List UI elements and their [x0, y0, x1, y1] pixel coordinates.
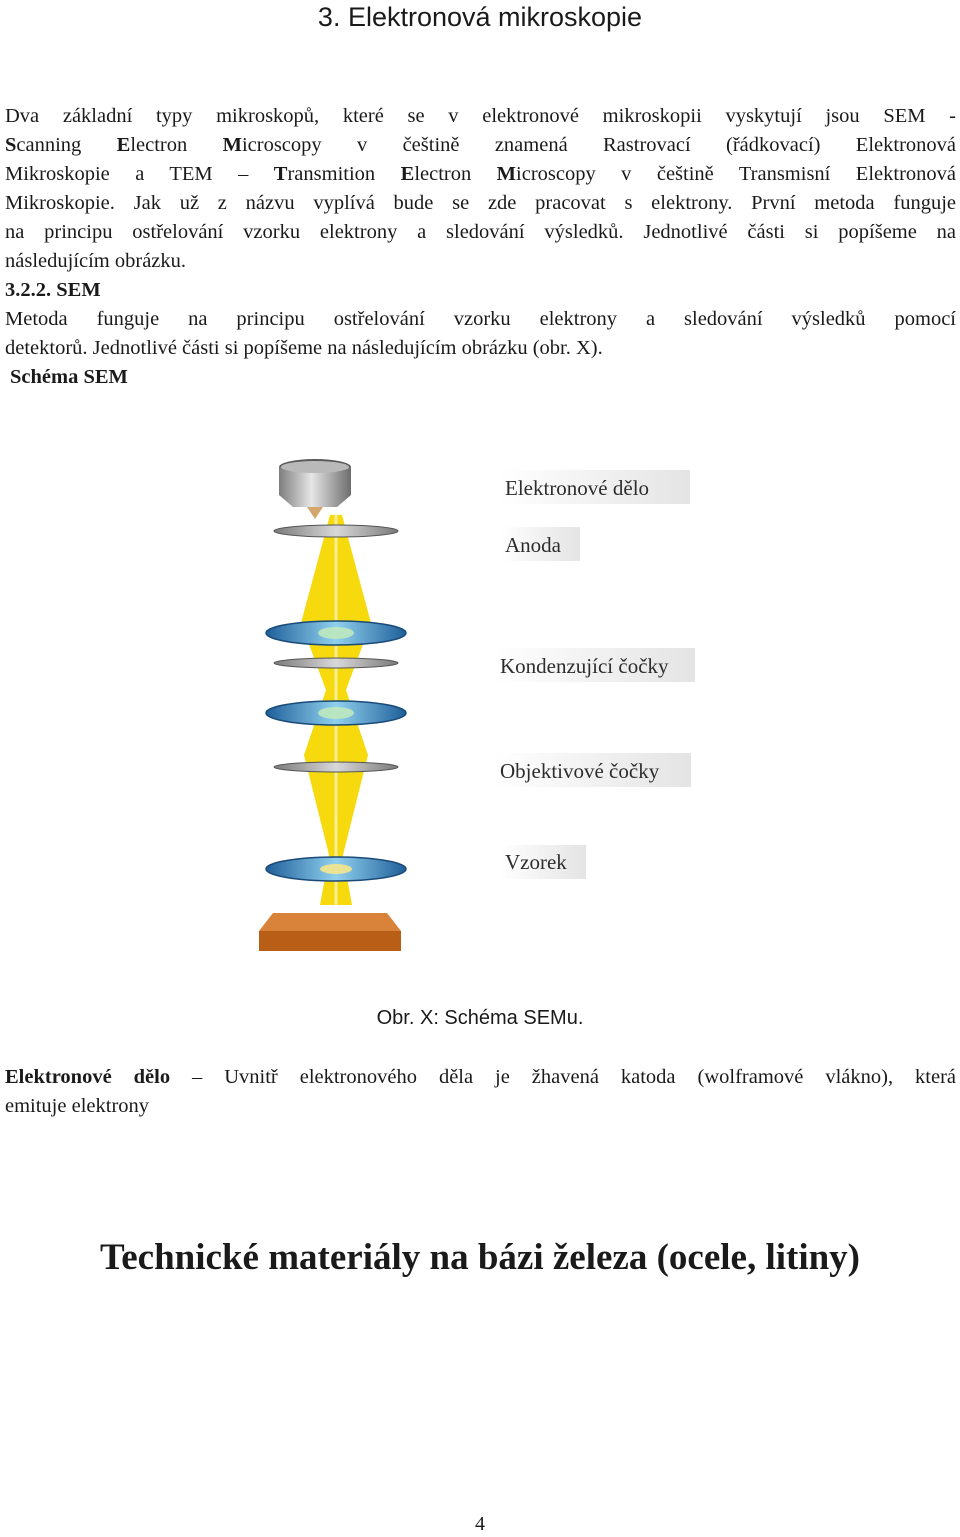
intro-line-6: následujícím obrázku. — [5, 250, 187, 272]
label-sample: Vzorek — [505, 850, 567, 874]
intro-line-2 — [5, 131, 956, 160]
intro-line-5: na principu ostřelování vzorku elektrony a sledování výsledků. Jednotlivé části si popíšeme na — [5, 221, 956, 243]
sample-block — [259, 931, 401, 951]
label-condenser-lenses: Kondenzující čočky — [500, 654, 669, 678]
acronym-rest: lectron — [414, 163, 497, 185]
gun-description-line-1 — [5, 1063, 956, 1092]
acronym-rest: icroscopy v češtině znamená Rastrovací (řádkovací) Elektronová — [241, 134, 956, 156]
acronym-letter: M — [222, 134, 242, 156]
acronym-letter: T — [273, 163, 288, 185]
section-heading: 3.2.2. SEM — [5, 279, 101, 301]
page-number: 4 — [475, 1513, 485, 1535]
intro-paragraph — [5, 102, 956, 392]
acronym-letter: M — [496, 163, 517, 185]
sem-schema-figure — [255, 455, 695, 965]
label-objective-lenses: Objektivové čočky — [500, 759, 660, 783]
acronym-rest: ransmition — [287, 163, 401, 185]
intro-line-3-prefix: Mikroskopie a TEM – — [5, 163, 274, 185]
bottom-heading: Technické materiály na bázi železa (ocele, litiny) — [99, 1237, 861, 1278]
anode-plate — [274, 525, 398, 537]
acronym-rest: lectron — [130, 134, 223, 156]
acronym-letter: S — [5, 134, 17, 156]
acronym-rest: canning — [16, 134, 117, 156]
sem-schema-diagram — [255, 455, 695, 965]
acronym-letter: E — [400, 163, 415, 185]
cathode-tip — [307, 507, 323, 519]
schema-heading: Schéma SEM — [10, 366, 128, 388]
page-title: 3. Elektronová mikroskopie — [317, 2, 643, 32]
figure-caption: Obr. X: Schéma SEMu. — [376, 1007, 584, 1029]
acronym-rest: icroscopy v češtině Transmisní Elektronová — [516, 163, 956, 185]
intro-line-4: Mikroskopie. Jak už z názvu vyplívá bude se zde pracovat s elektrony. První metoda funguje — [5, 192, 956, 214]
gun-description — [5, 1063, 956, 1121]
intro-line-3 — [5, 160, 956, 189]
acronym-letter: E — [116, 134, 131, 156]
intro-line-1: Dva základní typy mikroskopů, které se v elektronové mikroskopii vyskytují jsou SEM - — [5, 105, 956, 127]
condenser-aperture — [274, 658, 398, 668]
section-line-1: Metoda funguje na principu ostřelování vzorku elektrony a sledování výsledků pomocí — [5, 308, 956, 330]
label-electron-gun: Elektronové dělo — [505, 476, 650, 500]
objective-aperture — [274, 762, 398, 772]
section-line-2: detektorů. Jednotlivé části si popíšeme na následujícím obrázku (obr. X). — [5, 337, 603, 359]
label-anode: Anoda — [505, 533, 561, 557]
gun-description-line-2: emituje elektrony — [5, 1095, 150, 1117]
gun-description-text: – Uvnitř elektronového děla je žhavená katoda (wolframové vlákno), která — [170, 1066, 956, 1088]
gun-description-term: Elektronové dělo — [5, 1066, 171, 1088]
